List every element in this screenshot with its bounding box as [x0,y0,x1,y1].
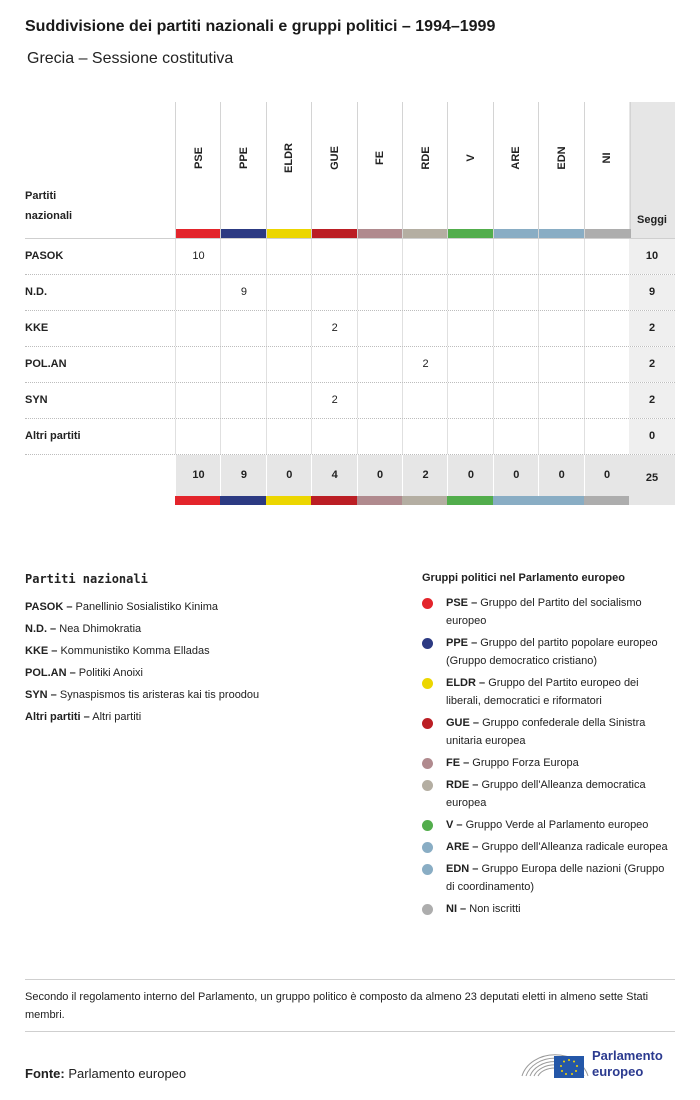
source [25,1066,186,1081]
seat-cell [584,275,631,310]
source-value: Parlamento europeo [68,1066,187,1081]
seat-cell [493,419,539,454]
party-name: N.D. [25,286,47,298]
legend-party-abbr: PASOK – [25,601,73,613]
seat-cell [538,419,584,454]
legend-group-item [422,594,672,630]
legend-group-text: Gruppo Europa delle nazioni (Gruppo di coordinamento) [446,863,665,893]
group-color-bar [448,229,494,238]
legend-party-text: Nea Dhimokratia [59,623,142,635]
seat-cell [538,347,584,382]
seat-cell [220,383,266,418]
group-total-cell: 10 [175,455,221,496]
seat-cell [493,383,539,418]
seat-cell [402,311,448,346]
group-name: PSE [192,146,205,170]
legend-national-parties [25,572,395,728]
legend-group-text: Gruppo dell'Alleanza democratica europea [446,779,646,809]
group-total-cell: 2 [402,455,448,496]
seat-cell [493,347,539,382]
group-color-bar [403,229,449,238]
legend-group-item [422,860,672,896]
seat-cell [357,239,403,274]
group-color-bar [175,496,221,505]
seat-cell [220,347,266,382]
seat-cell [584,383,631,418]
group-total-cell: 4 [311,455,357,496]
row-header-line-2: nazionali [25,210,73,222]
seat-cell [266,419,312,454]
group-color-bar [357,496,403,505]
seat-cell [493,311,539,346]
group-total-cell: 0 [538,455,584,496]
seat-cell [538,311,584,346]
seats-header [629,102,675,238]
seat-cell [175,383,221,418]
legend-group-abbr: NI – [446,903,467,915]
legend-party-text: Synaspismos tis aristeras kai tis proodou [59,689,260,701]
group-name: ARE [510,146,523,170]
total-seats: 25 [629,455,675,505]
legend-group-item [422,674,672,710]
group-color-dot-icon [422,842,433,853]
group-color-bar [584,496,630,505]
seat-cell [266,275,312,310]
group-color-bar [266,496,312,505]
group-column-header [175,102,221,238]
group-color-dot-icon [422,864,433,875]
page-subtitle: Grecia – Sessione costitutiva [27,50,234,67]
legend-party-item [25,618,395,640]
group-color-bar [494,229,540,238]
party-seats-total: 10 [629,239,675,274]
seat-cell [447,239,493,274]
party-name: POL.AN [25,358,67,370]
legend-group-text: Gruppo Verde al Parlamento europeo [465,819,649,831]
legend-group-abbr: ARE – [446,841,479,853]
legend-group-abbr: ELDR – [446,677,486,689]
legend-party-abbr: Altri partiti – [25,711,90,723]
legend-group-text: Gruppo del Partito europeo dei liberali, democratici e riformatori [446,677,639,707]
legend-group-abbr: EDN – [446,863,479,875]
group-column-header [447,102,493,238]
logo-line-2: europeo [592,1064,644,1079]
group-color-bar [176,229,222,238]
legend-group-abbr: PPE – [446,637,478,649]
seat-cell [447,311,493,346]
group-color-bar [267,229,313,238]
group-color-dot-icon [422,758,433,769]
group-color-bar [538,496,584,505]
group-name: V [464,154,477,162]
seat-cell: 2 [311,311,357,346]
legend-group-text: Non iscritti [469,903,521,915]
divider [25,1031,675,1032]
seat-cell [493,275,539,310]
legend-party-abbr: POL.AN – [25,667,76,679]
seat-cell [266,239,312,274]
seat-cell [266,383,312,418]
row-header-label [25,186,72,226]
legend-group-text: Gruppo confederale della Sinistra unitaria europea [446,717,646,747]
seat-cell: 10 [175,239,221,274]
table-header [25,102,675,238]
distribution-table [25,102,675,505]
logo-line-1: Parlamento [592,1048,663,1063]
footnote: Secondo il regolamento interno del Parlamento, un gruppo politico è composto da almeno 23 deputati eletti in almeno sette Stati membri. [25,991,649,1021]
seat-cell [493,239,539,274]
legend-group-text: Gruppo del partito popolare europeo (Gruppo democratico cristiano) [446,637,658,667]
group-color-dot-icon [422,678,433,689]
seat-cell [447,347,493,382]
seat-cell: 2 [402,347,448,382]
table-row [25,274,675,310]
legend-party-abbr: N.D. – [25,623,57,635]
legend-group-abbr: FE – [446,757,470,769]
group-color-bar [358,229,404,238]
seat-cell [311,275,357,310]
group-color-bar [539,229,585,238]
group-name: FE [374,150,387,166]
divider [25,979,675,980]
legend-group-text: Gruppo del Partito del socialismo europeo [446,597,642,627]
seat-cell [220,419,266,454]
legend-group-item [422,634,672,670]
group-total-cell: 0 [493,455,539,496]
legend-group-item [422,816,672,834]
seat-cell [584,239,631,274]
totals-row [25,454,675,505]
group-color-bar [493,496,539,505]
legend-party-item [25,640,395,662]
group-color-bar [402,496,448,505]
table-row [25,238,675,274]
group-column-header [311,102,357,238]
seat-cell: 2 [311,383,357,418]
seat-cell [357,419,403,454]
group-color-dot-icon [422,780,433,791]
legend-party-text: Politiki Anoixi [78,667,143,679]
page-title: Suddivisione dei partiti nazionali e gruppi politici – 1994–1999 [25,18,496,35]
seat-cell [402,275,448,310]
seat-cell [538,239,584,274]
seat-cell [538,383,584,418]
seat-cell [584,347,631,382]
legend-group-abbr: PSE – [446,597,478,609]
seat-cell [447,419,493,454]
legend-party-item [25,706,395,728]
seat-cell [402,383,448,418]
group-total-cell: 0 [357,455,403,496]
group-total-cell: 0 [266,455,312,496]
legend-group-abbr: V – [446,819,463,831]
seat-cell [402,419,448,454]
legend-groups-title: Gruppi politici nel Parlamento europeo [422,572,625,584]
group-column-header [493,102,539,238]
seat-cell [538,275,584,310]
group-color-dot-icon [422,638,433,649]
group-color-dot-icon [422,820,433,831]
party-name: PASOK [25,250,64,262]
party-seats-total: 2 [629,347,675,382]
group-name: NI [601,152,614,164]
seat-cell [175,311,221,346]
seat-cell [266,311,312,346]
seat-cell [266,347,312,382]
party-seats-total: 2 [629,383,675,418]
group-name: PPE [237,146,250,170]
group-column-header [266,102,312,238]
seat-cell [175,275,221,310]
group-name: RDE [419,146,432,170]
seat-cell [311,239,357,274]
group-column-header [584,102,631,238]
legend-party-item [25,684,395,706]
group-name: EDN [555,146,568,170]
legend-group-item [422,838,672,856]
legend-group-item [422,776,672,812]
seat-cell [357,275,403,310]
seat-cell: 9 [220,275,266,310]
row-header-line-1: Partiti [25,190,57,202]
legend-group-text: Gruppo Forza Europa [472,757,579,769]
seat-cell [447,275,493,310]
party-seats-total: 2 [629,311,675,346]
party-name: KKE [25,322,49,334]
logo-text [592,1048,663,1080]
seat-cell [584,311,631,346]
party-name: SYN [25,394,48,406]
group-color-dot-icon [422,718,433,729]
table-body [25,238,675,505]
source-label: Fonte: [25,1066,65,1081]
party-seats-total: 0 [629,419,675,454]
group-color-bar [311,496,357,505]
seat-cell [402,239,448,274]
group-color-dot-icon [422,904,433,915]
group-total-cell: 0 [584,455,630,496]
group-color-bar [220,496,266,505]
legend-group-abbr: RDE – [446,779,479,791]
group-column-header [357,102,403,238]
group-total-cell: 9 [220,455,266,496]
legend-party-item [25,662,395,684]
legend-parties-title: Partiti nazionali [25,572,148,586]
table-row [25,382,675,418]
legend-party-item [25,596,395,618]
legend-group-abbr: GUE – [446,717,480,729]
group-column-header [402,102,448,238]
seat-cell [447,383,493,418]
party-name: Altri partiti [25,430,81,442]
group-name: ELDR [283,143,296,173]
seat-cell [220,311,266,346]
seat-cell [175,419,221,454]
legend-party-text: Altri partiti [92,711,142,723]
seat-cell [357,347,403,382]
table-row [25,418,675,454]
group-column-header [220,102,266,238]
seat-cell [220,239,266,274]
legend-political-groups [422,572,672,922]
legend-group-item [422,714,672,750]
seats-header-label: Seggi [637,214,667,226]
legend-party-abbr: SYN – [25,689,57,701]
group-color-bar [312,229,358,238]
group-color-bar [221,229,267,238]
legend-party-text: Panellinio Sosialistiko Kinima [75,601,219,613]
group-name: GUE [328,146,341,170]
legend-group-item [422,900,672,918]
legend-party-abbr: KKE – [25,645,58,657]
group-color-bar [585,229,631,238]
group-color-dot-icon [422,598,433,609]
party-seats-total: 9 [629,275,675,310]
group-color-bar [447,496,493,505]
seat-cell [357,311,403,346]
seat-cell [175,347,221,382]
seat-cell [311,347,357,382]
group-total-cell: 0 [447,455,493,496]
legend-group-text: Gruppo dell'Alleanza radicale europea [481,841,668,853]
seat-cell [357,383,403,418]
seat-cell [584,419,631,454]
table-row [25,310,675,346]
table-row [25,346,675,382]
legend-group-item [422,754,672,772]
legend-party-text: Kommunistiko Komma Elladas [60,645,210,657]
group-column-header [538,102,584,238]
seat-cell [311,419,357,454]
